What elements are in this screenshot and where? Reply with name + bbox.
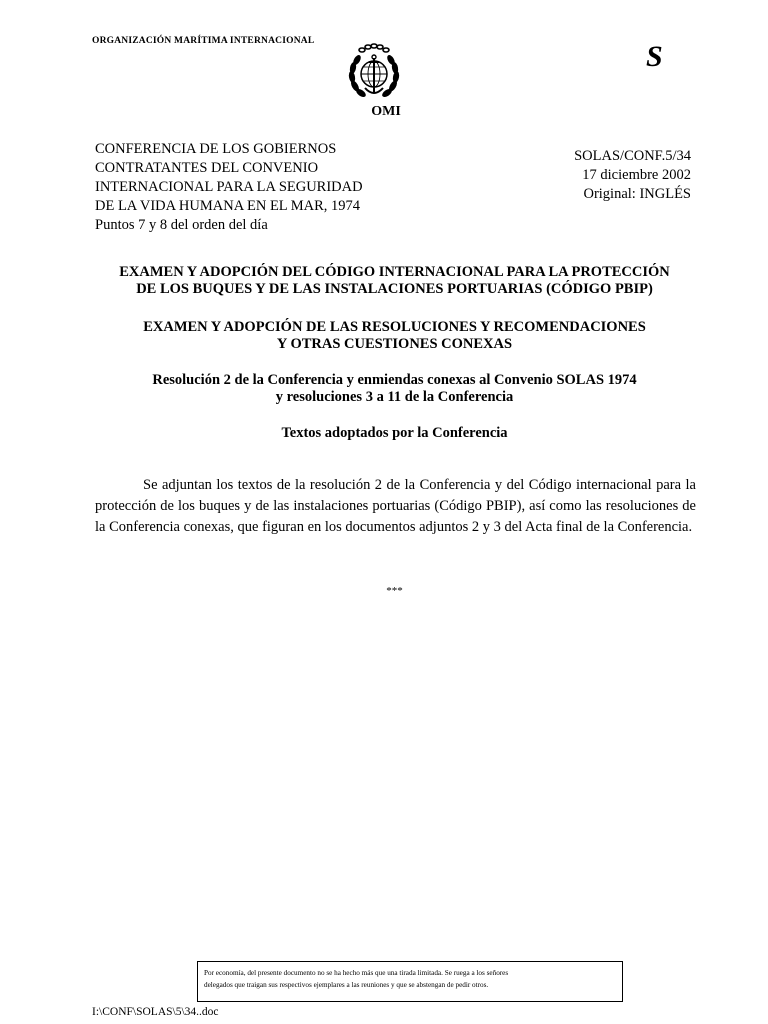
heading-resolutions-adoption [0,319,768,353]
heading-adopted-texts [0,425,768,442]
body-paragraph: Se adjuntan los textos de la resolución 2 de la Conferencia y del Código internacional para la protección de los buques y de las instalaciones portuarias (Código PBIP), así como las resoluciones de la Conferencia conexas, que figuran en los documentos adjuntos 2 y 3 del Acta final de la Conferencia. [95,477,696,535]
imo-emblem-icon [346,42,402,104]
conference-line: CONFERENCIA DE LOS GOBIERNOS [95,141,337,157]
notice-line: delegados que traigan sus respectivos ejemplares a las reuniones y que se abstengan de pedir otros. [204,981,489,989]
heading-line: Y OTRAS CUESTIONES CONEXAS [276,336,513,352]
document-symbol: SOLAS/CONF.5/34 [574,148,691,164]
heading-line: EXAMEN Y ADOPCIÓN DEL CÓDIGO INTERNACIONAL PARA LA PROTECCIÓN [119,264,670,280]
economy-notice-box [197,961,623,1002]
heading-code-adoption [0,264,768,298]
heading-line: Textos adoptados por la Conferencia [281,425,508,441]
agenda-items: Puntos 7 y 8 del orden del día [95,217,268,233]
heading-resolution-2 [0,372,768,406]
conference-line: DE LA VIDA HUMANA EN EL MAR, 1974 [95,198,361,214]
heading-line: EXAMEN Y ADOPCIÓN DE LAS RESOLUCIONES Y RECOMENDACIONES [143,319,646,335]
separator-asterisks: *** [386,585,403,597]
conference-line: CONTRATANTES DEL CONVENIO [95,160,319,176]
heading-line: Resolución 2 de la Conferencia y enmiendas conexas al Convenio SOLAS 1974 [152,372,637,388]
file-path: I:\CONF\SOLAS\5\34..doc [92,1006,219,1018]
notice-line: Por economía, del presente documento no se ha hecho más que una tirada limitada. Se ruega a los señores [204,969,509,977]
original-language: Original: INGLÉS [583,186,691,202]
document-reference-block [574,147,691,204]
omi-label: OMI [371,104,401,119]
organization-name: ORGANIZACIÓN MARÍTIMA INTERNACIONAL [92,36,315,46]
heading-line: DE LOS BUQUES Y DE LAS INSTALACIONES PORTUARIAS (CÓDIGO PBIP) [136,281,653,297]
conference-title-block [95,140,363,235]
language-code: S [646,40,663,73]
conference-line: INTERNACIONAL PARA LA SEGURIDAD [95,179,363,195]
document-date: 17 diciembre 2002 [582,167,691,183]
heading-line: y resoluciones 3 a 11 de la Conferencia [275,389,514,405]
